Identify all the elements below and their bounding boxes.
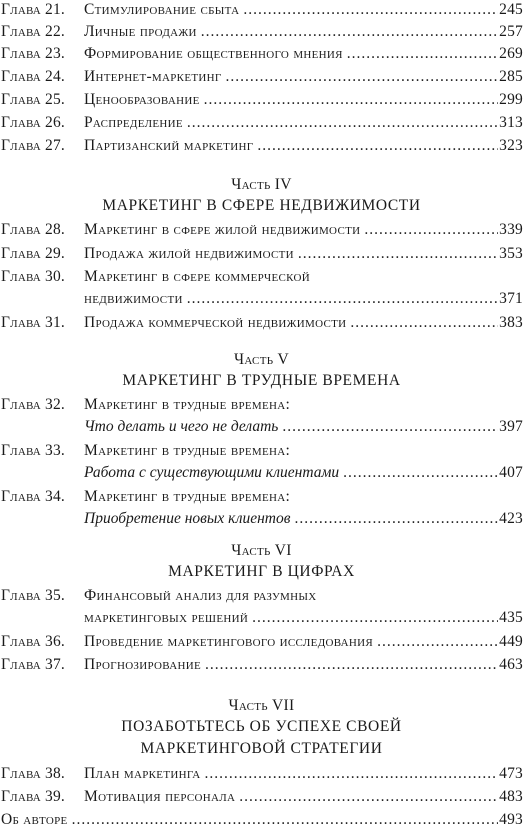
entry-body <box>84 632 523 654</box>
entry-title: Об авторе <box>1 811 68 828</box>
chapter-number: Глава 26. <box>1 114 66 131</box>
chapter-number: Глава 21. <box>1 1 66 18</box>
dot-leader <box>243 0 498 19</box>
entry-line <box>84 764 523 786</box>
page-number: 257 <box>499 23 523 40</box>
page-number: 463 <box>499 656 523 673</box>
chapter-number: Глава 25. <box>1 91 66 108</box>
page-number: 353 <box>499 245 523 262</box>
entry-line <box>84 67 523 89</box>
entry-title: Финансовый анализ для разумных <box>84 587 317 604</box>
dot-leader <box>239 787 498 806</box>
part-title: МАРКЕТИНГ В ТРУДНЫЕ ВРЕМЕНА <box>122 372 401 389</box>
entry-line <box>84 44 523 66</box>
chapter-number: Глава 27. <box>1 137 66 154</box>
entry-title: Партизанский маркетинг <box>84 137 254 154</box>
page-number: 473 <box>499 765 523 782</box>
entry-title: Работа с существующими клиентами <box>84 464 340 481</box>
entry-body <box>84 0 523 22</box>
page-number: 269 <box>499 45 523 62</box>
chapter-number: Глава 28. <box>1 221 66 238</box>
page-number: 435 <box>499 609 523 626</box>
chapter-number: Глава 30. <box>1 268 66 285</box>
entry-line <box>84 487 523 509</box>
chapter-number: Глава 38. <box>1 765 66 782</box>
part-label: Часть V <box>233 351 289 368</box>
dot-leader <box>205 764 499 783</box>
chapter-number: Глава 22. <box>1 23 66 40</box>
entry-title: недвижимости <box>84 290 183 307</box>
entry-body <box>84 395 523 439</box>
page-number: 371 <box>499 290 523 307</box>
entry-title: Личные продажи <box>84 23 197 40</box>
page-number: 407 <box>499 464 523 481</box>
dot-leader <box>377 632 498 651</box>
dot-leader <box>364 220 498 239</box>
dot-leader <box>343 463 498 482</box>
page-number: 285 <box>499 68 523 85</box>
entry-title: Приобретение новых клиентов <box>84 510 291 527</box>
part-title: МАРКЕТИНГ В ЦИФРАХ <box>168 563 355 580</box>
chapter-number: Глава 35. <box>1 587 66 604</box>
chapter-number: Глава 37. <box>1 656 66 673</box>
entry-body <box>84 441 523 485</box>
entry-line <box>84 395 523 417</box>
entry-body <box>84 267 523 311</box>
entry-body <box>84 487 523 531</box>
entry-line <box>84 441 523 463</box>
entry-body <box>84 90 523 112</box>
chapter-number: Глава 23. <box>1 45 66 62</box>
page-number: 383 <box>499 314 523 331</box>
page-number: 299 <box>499 91 523 108</box>
entry-title: маркетинговых решений <box>84 609 249 626</box>
chapter-number: Глава 24. <box>1 68 66 85</box>
entry-title: Что делать и чего не делать <box>84 418 279 435</box>
entry-title: Продажа коммерческой недвижимости <box>84 314 347 331</box>
entry-title: Распределение <box>84 114 183 131</box>
entry-title: План маркетинга <box>84 765 201 782</box>
dot-leader <box>226 67 499 86</box>
dot-leader <box>350 313 498 332</box>
chapter-number: Глава 34. <box>1 488 66 505</box>
entry-title: Маркетинг в трудные времена: <box>84 396 291 413</box>
page-number: 323 <box>499 137 523 154</box>
entry-title: Ценообразование <box>84 91 200 108</box>
entry-body <box>84 313 523 335</box>
entry-title: Прогнозирование <box>84 656 201 673</box>
entry-line <box>84 289 523 311</box>
page-number: 313 <box>499 114 523 131</box>
entry-body <box>84 787 523 809</box>
part-label: Часть VI <box>231 542 292 559</box>
entry-line <box>84 244 523 266</box>
entry-line <box>84 313 523 335</box>
page-number: 449 <box>499 633 523 650</box>
entry-body <box>84 67 523 89</box>
entry-line <box>84 113 523 135</box>
entry-title: Маркетинг в трудные времена: <box>84 488 291 505</box>
entry-title: Маркетинг в сфере коммерческой <box>84 268 310 285</box>
dot-leader <box>282 417 498 436</box>
chapter-number: Глава 31. <box>1 314 66 331</box>
entry-title: Продажа жилой недвижимости <box>84 245 294 262</box>
dot-leader <box>187 289 498 308</box>
entry-body <box>84 220 523 242</box>
page-number: 397 <box>499 418 523 435</box>
part-label: Часть VII <box>228 697 295 714</box>
entry-body <box>84 586 523 630</box>
dot-leader <box>252 608 498 627</box>
page-number: 423 <box>499 510 523 527</box>
part-title: МАРКЕТИНГ В СФЕРЕ НЕДВИЖИМОСТИ <box>102 197 421 214</box>
dot-leader <box>257 136 498 155</box>
part-title: МАРКЕТИНГОВОЙ СТРАТЕГИИ <box>140 740 383 757</box>
entry-title: Маркетинг в трудные времена: <box>84 442 291 459</box>
entry-line <box>84 632 523 654</box>
entry-title: Формирование общественного мнения <box>84 45 343 62</box>
entry-title: Мотивация персонала <box>84 788 236 805</box>
dot-leader <box>298 244 498 263</box>
chapter-number: Глава 39. <box>1 788 66 805</box>
entry-body <box>84 44 523 66</box>
chapter-number: Глава 33. <box>1 442 66 459</box>
entry-line <box>84 90 523 112</box>
entry-line <box>84 267 523 289</box>
chapter-number: Глава 29. <box>1 245 66 262</box>
dot-leader <box>205 655 498 674</box>
page-number: 245 <box>499 1 523 18</box>
entry-line <box>84 655 523 677</box>
page-number: 493 <box>499 811 523 828</box>
entry-line <box>84 0 523 22</box>
entry-body <box>84 244 523 266</box>
entry-line <box>84 509 523 531</box>
entry-body <box>84 136 523 158</box>
part-title: ПОЗАБОТЬТЕСЬ ОБ УСПЕХЕ СВОЕЙ <box>121 718 402 735</box>
page-number: 483 <box>499 788 523 805</box>
entry-line <box>84 608 523 630</box>
entry-body <box>84 22 523 44</box>
chapter-number: Глава 36. <box>1 633 66 650</box>
chapter-number: Глава 32. <box>1 396 66 413</box>
entry-title: Интернет-маркетинг <box>84 68 222 85</box>
part-label: Часть IV <box>231 176 292 193</box>
entry-body <box>84 113 523 135</box>
entry-line <box>84 136 523 158</box>
entry-line <box>84 586 523 608</box>
dot-leader <box>201 22 498 41</box>
entry-line <box>84 417 523 439</box>
page-number: 339 <box>499 221 523 238</box>
entry-body <box>84 764 523 786</box>
entry-line <box>84 22 523 44</box>
entry-title: Проведение маркетингового исследования <box>84 633 374 650</box>
dot-leader <box>294 509 498 528</box>
entry-line <box>84 787 523 809</box>
entry-body <box>84 655 523 677</box>
dot-leader <box>187 113 498 132</box>
dot-leader <box>72 810 499 829</box>
entry-line <box>84 220 523 242</box>
entry-title: Стимулирование сбыта <box>84 1 240 18</box>
entry-title: Маркетинг в сфере жилой недвижимости <box>84 221 361 238</box>
dot-leader <box>204 90 499 109</box>
dot-leader <box>347 44 498 63</box>
entry-line <box>84 463 523 485</box>
